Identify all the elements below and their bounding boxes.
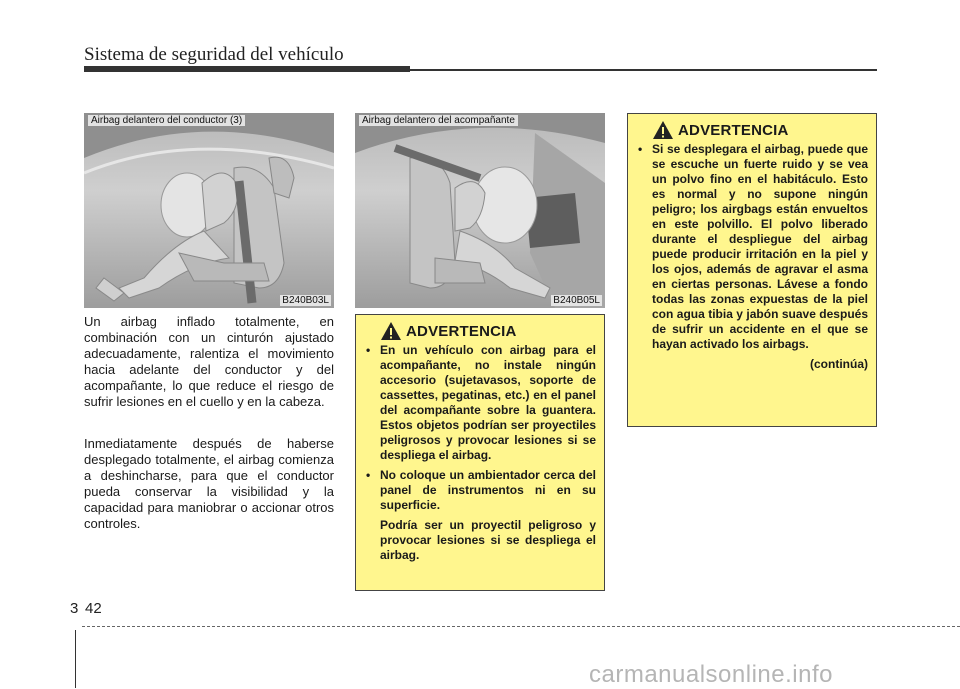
warning-item: • En un vehículo con airbag para el acompañante, no instale ningún accesorio (sujetavasos, soporte de cassettes, pegatinas, etc.) en el panel del acompañante sobre la guantera. Estos objetos podrían ser proyectiles peligrosos y provocar lesiones si se despliega el airbag. [366, 343, 596, 463]
driver-airbag-illustration [84, 113, 334, 308]
figure-code: B240B03L [282, 295, 329, 306]
figure-code: B240B05L [553, 295, 600, 306]
chapter-number: 3 [70, 600, 79, 617]
warning-header [380, 321, 596, 341]
warning-extra: Podría ser un proyectil peligroso y provocar lesiones si se despliega el airbag. [380, 518, 596, 562]
warning-box-powder [627, 113, 877, 427]
warning-list [638, 142, 868, 352]
warning-triangle-icon [652, 120, 674, 140]
continued-label: (continúa) [810, 357, 868, 371]
warning-header [652, 120, 868, 140]
warning-item: • No coloque un ambientador cerca del panel de instrumentos ni en su superficie. [366, 468, 596, 513]
warning-title: ADVERTENCIA [406, 322, 517, 340]
header-rule-thick [84, 66, 410, 72]
figure-driver-airbag [84, 113, 334, 308]
warning-triangle-icon [380, 321, 402, 341]
figure-passenger-airbag [355, 113, 605, 308]
page-title: Sistema de seguridad del vehículo [84, 44, 344, 65]
page-number-divider [75, 630, 76, 688]
body-paragraph: Un airbag inflado totalmente, en combinación con un cinturón ajustado adecuadamente, ralentiza el movimiento hacia adelante del conductor y del acompañante, lo que reduce el riesgo de sufrir lesiones en el cuello y en la cabeza. [84, 314, 334, 409]
warning-title: ADVERTENCIA [678, 121, 789, 139]
footer-rule [82, 626, 960, 627]
body-paragraph: Inmediatamente después de haberse desplegado totalmente, el airbag comienza a deshincharse, para que el conductor pueda conservar la visibilidad y la capacidad para maniobrar o accionar otros controles. [84, 436, 334, 531]
warning-box-accessories [355, 314, 605, 591]
warning-list [366, 343, 596, 513]
header-rule-thin [410, 69, 877, 71]
figure-caption: Airbag delantero del conductor (3) [88, 115, 245, 126]
figure-caption: Airbag delantero del acompañante [359, 115, 518, 126]
page-number-value: 42 [85, 600, 102, 617]
warning-item: • Si se desplegara el airbag, puede que se escuche un fuerte ruido y se vea un polvo fino en el habitáculo. Esto es normal y no supone ningún peligro; los airgbags están envueltos en este polvillo. El polvo liberado durante el despliegue del airbag puede producir irritación en la piel y los ojos, además de agravar el asma en ciertas personas. Lávese a fondo todas las zonas expuestas de la piel con agua tibia y jabón suave después de sufrir un accidente en el que se hayan activado los airbags. [638, 142, 868, 352]
watermark: carmanualsonline.info [589, 661, 833, 688]
passenger-airbag-illustration [355, 113, 605, 308]
